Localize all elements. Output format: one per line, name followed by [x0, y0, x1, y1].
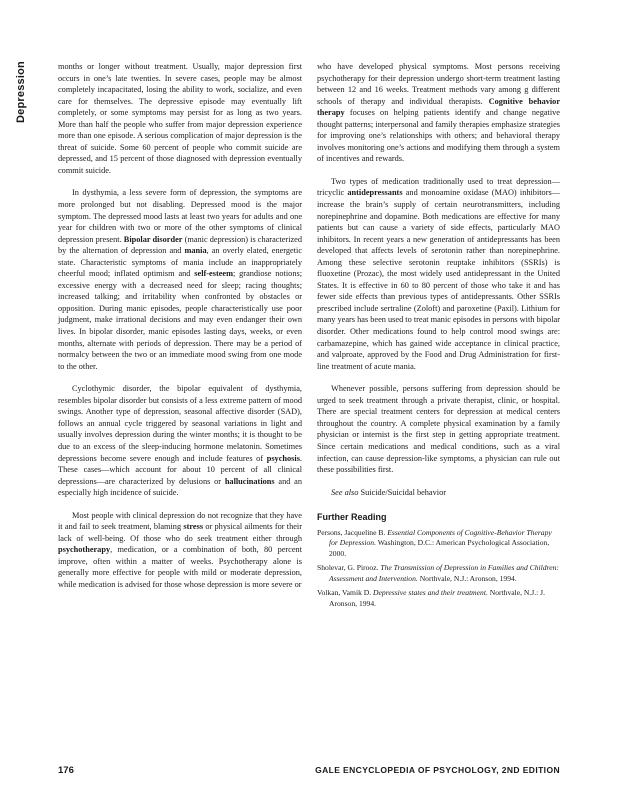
key-term: self-esteem [194, 269, 233, 279]
right-column [317, 61, 560, 609]
paragraph: Cyclothymic disorder, the bipolar equivalent of dysthymia, resembles bipolar disorder but consists of a less extreme pattern of mood swings. Another type of depression, seasonal affective disorder (SAD), follows an annual cycle triggered by seasonal variations in light and usually involves depression during the winter months; it is thought to be due to an excess of the sleep-inducing hormone melatonin. Sometimes depressions become severe enough and include features of psychosis. These cases—which account for about 10 percent of all clinical depressions—are characterized by delusions or hallucinations and an especially high incidence of suicide. [58, 384, 302, 498]
section-tab [10, 62, 32, 122]
page-footer [58, 765, 560, 779]
key-term: psychotherapy [58, 545, 111, 555]
paragraph: Two types of medication traditionally used to treat depression—tricyclic antidepressants and monoamine oxidase (MAO) inhibitors—increase the brain’s supply of certain neurotransmitters, including norepinephrine and dopamine. Both medications are effective for many patients but can cause a variety of side effects, particularly MAO inhibitors. In recent years a new generation of antidepressants has been developed that affects levels of serotonin rather than norepinephrine. Among these selective serotonin reuptake inhibitors (SSRIs) is fluoxetine (Prozac), the most widely used antidepressant in the United States. It is effective in 60 to 80 percent of those who take it and has fewer side effects than previous types of antidepressants. Other SSRIs prescribed include sertraline (Zoloft) and paroxetine (Paxil). Lithium for many years has been used to treat manic episodes in persons with bipolar disorder. Other medications found to help control mood swings are: carbamazepine, which has gained wide acceptance in clinical practice, and valproate, approved by the Food and Drug Administration for first-line treatment of acute mania. [317, 176, 560, 371]
publication-title: GALE ENCYCLOPEDIA OF PSYCHOLOGY, 2ND EDITION [315, 765, 560, 775]
see-also: See also Suicide/Suicidal behavior [331, 487, 446, 497]
reference-entry: Volkan, Vamik D. Depressive states and their treatment. Northvale, N.J.: J. Aronson, 1994. [317, 588, 546, 608]
page-number: 176 [58, 765, 74, 776]
left-column [58, 61, 302, 591]
section-tab-label: Depression [15, 61, 27, 123]
key-term: Cognitive behavior therapy [317, 96, 561, 118]
reference-entry: Persons, Jacqueline B. Essential Components of Cognitive-Behavior Therapy for Depression. Washington, D.C.: American Psychological Association, 2000. [317, 527, 552, 558]
key-term: antidepressants [347, 188, 403, 198]
reference-list [317, 528, 560, 610]
paragraph: months or longer without treatment. Usually, major depression first occurs in one’s late twenties. In severe cases, people may be almost completely incapacitated, losing the ability to work, socialize, and even care for themselves. The depressive episode may eventually lift completely, or some symptoms may persist for as long as two years. More than half the people who suffer from major depression experience more than one episode. A serious complication of major depression is the threat of suicide. Some 60 percent of people who commit suicide are depressed, and 15 percent of those diagnosed with depression eventually commit suicide. [58, 62, 302, 175]
paragraph: who have developed physical symptoms. Most persons receiving psychotherapy for their depression undergo short-term treatment lasting between 12 and 16 weeks. Treatment methods vary among g different schools of therapy and individual therapists. Cognitive behavior therapy focuses on helping patients identify and change negative thought patterns; interpersonal and family therapies emphasize strategies for improving one’s relationships with others; and behavioral therapy involves monitoring one’s actions and modifying them through a system of incentives and rewards. [317, 62, 561, 164]
paragraph: Most people with clinical depression do not recognize that they have it and fail to seek treatment, blaming stress or physical ailments for their lack of well-being. Of those who do seek treatment either through psychotherapy, medication, or a combination of both, 80 percent improve, often within a matter of weeks. Psychotherapy alone is generally more effective for people with mild or moderate depression, while medication is advised for those whose depression is more severe or [58, 510, 302, 589]
further-reading-heading: Further Reading [317, 512, 387, 523]
reference-entry: Sholevar, G. Pirooz. The Transmission of Depression in Families and Children: Assessment and Intervention. Northvale, N.J.: Aronson, 1994. [317, 563, 559, 583]
paragraph: In dysthymia, a less severe form of depression, the symptoms are more prolonged but not disabling. Depressed mood is the major symptom. The depressed mood lasts at least two years for adults and one year for children with two or more of the other symptoms of clinical depression present. Bipolar disorder (manic depression) is characterized by the alternation of depression and mania, an overly elated, energetic state. Characteristic symptoms of mania include an inappropriately cheerful mood; inflated optimism and self-esteem; grandiose notions; excessive energy with a decreased need for sleep; racing thoughts; increased talking; and irritability when confronted by obstacles or opposition. During manic episodes, people characteristically use poor judgment, make irrational decisions and may even endanger their own lives. In bipolar disorder, manic episodes lasting days, weeks, or even months, alternate with periods of depression. There may be a period of normalcy between the two or an immediate mood swing from one mode to the other. [58, 188, 303, 371]
key-term: stress [183, 522, 204, 532]
key-term: psychosis [266, 453, 300, 463]
key-term: mania [184, 246, 207, 256]
paragraph: Whenever possible, persons suffering from depression should be urged to seek treatment through a private therapist, clinic, or hospital. There are special treatment centers for depression at medical centers throughout the country. A complete physical examination by a family physician or internist is the first step in getting appropriate treatment. Since certain medications and medical conditions, such as a viral infection, can cause depression-like symptoms, a physician can rule out these possibilities first. [317, 384, 560, 475]
key-term: hallucinations [224, 476, 275, 486]
see-also-link[interactable]: Suicide/Suicidal behavior [358, 487, 446, 497]
key-term: Bipolar disorder [123, 234, 183, 244]
